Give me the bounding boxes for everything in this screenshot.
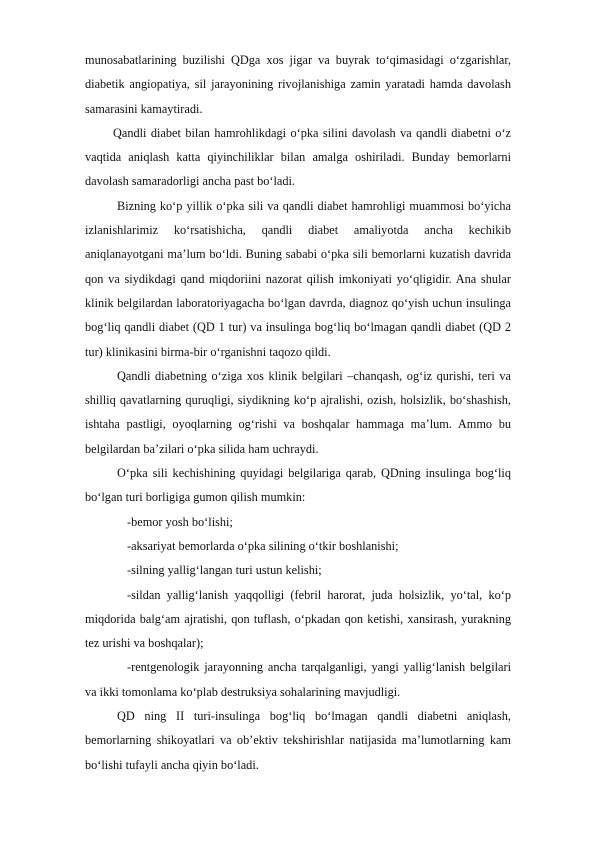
paragraph-research-findings: Bizning ko‘p yillik o‘pka sili va qandli diabet hamrohligi muammosi bo‘yicha izlanishlarimiz ko‘rsatishicha, qandli diabet amaliyotda ancha kechikib aniqlanayotgani ma’lum bo‘ldi. Buning sababi o‘pka sili bemorlarni kuzatish davrida qon va siydikdagi qand miqdoriini nazorat qilish imkoniyati yo‘qligidir. Ana shular klinik belgilardan laboratoriyagacha bo‘lgan davrda, diagnoz qo‘yish uchun insulinga bog‘liq qandli diabet (QD 1 tur) va insulinga bog‘liq bo‘lmagan qandli diabet (QD 2 tur) klinikasini birma-bir o‘rganishni taqozo qildi. <box>85 198 511 359</box>
list-item-radiologic-spread: -rentgenologik jarayonning ancha tarqalganligi, yangi yallig‘lanish belgilari va ikki tomonlama ko‘plab destruksiya sohalarining mavjudligi. <box>85 660 511 699</box>
paragraph-clinical-signs: Qandli diabetning o‘ziga xos klinik belgilari –chanqash, og‘iz qurishi, teri va shilliq qavatlarning quruqligi, siydikning ko‘p ajralishi, ozish, holsizlik, bo‘shashish, ishtaha pastligi, oyoqlarning og‘rishi va boshqalar hammaga ma’lum. Ammo bu belgilardan ba’zilari o‘pka silida ham uchraydi. <box>85 368 511 456</box>
list-item-inflammation-severity: -sildan yallig‘lanish yaqqolligi (febril harorat, juda holsizlik, yo‘tal, ko‘p miqdorida balg‘am ajratishi, qon tuflash, o‘pkadan qon ketishi, xansirash, yurakning tez urishi va boshqalar); <box>85 587 511 651</box>
document-page <box>85 48 511 777</box>
paragraph-type2-diagnosis: QD ning II turi-insulinga bog‘liq bo‘lmagan qandli diabetni aniqlash, bemorlarning shikoyatlari va ob’ektiv tekshirishlar natijasida ma’lumotlarning kam bo‘lishi tufayli ancha qiyin bo‘ladi. <box>85 709 511 772</box>
list-item-young-patient: -bemor yosh bo‘lishi; <box>127 514 233 529</box>
list-item-inflammatory-type: -silning yallig‘langan turi ustun kelishi; <box>127 563 322 578</box>
list-item-acute-onset: -aksariyat bemorlarda o‘pka silining o‘tkir boshlanishi; <box>127 538 399 553</box>
paragraph-complications: munosabatlarining buzilishi QDga xos jigar va buyrak to‘qimasidagi o‘zgarishlar, diabetik angiopatiya, sil jarayonining rivojlanishiga zamin yaratadi hamda davolash samarasini kamaytiradi. <box>85 53 511 116</box>
paragraph-suspicion-criteria: O‘pka sili kechishining quyidagi belgilariga qarab, QDning insulinga bog‘liq bo‘lgan turi borligiga gumon qilish mumkin: <box>85 466 511 505</box>
paragraph-treatment-difficulty: Qandli diabet bilan hamrohlikdagi o‘pka silini davolash va qandli diabetni o‘z vaqtida aniqlash katta qiyinchiliklar bilan amalga oshiriladi. Bunday bemorlarni davolash samaradorligi ancha past bo‘ladi. <box>85 125 511 189</box>
